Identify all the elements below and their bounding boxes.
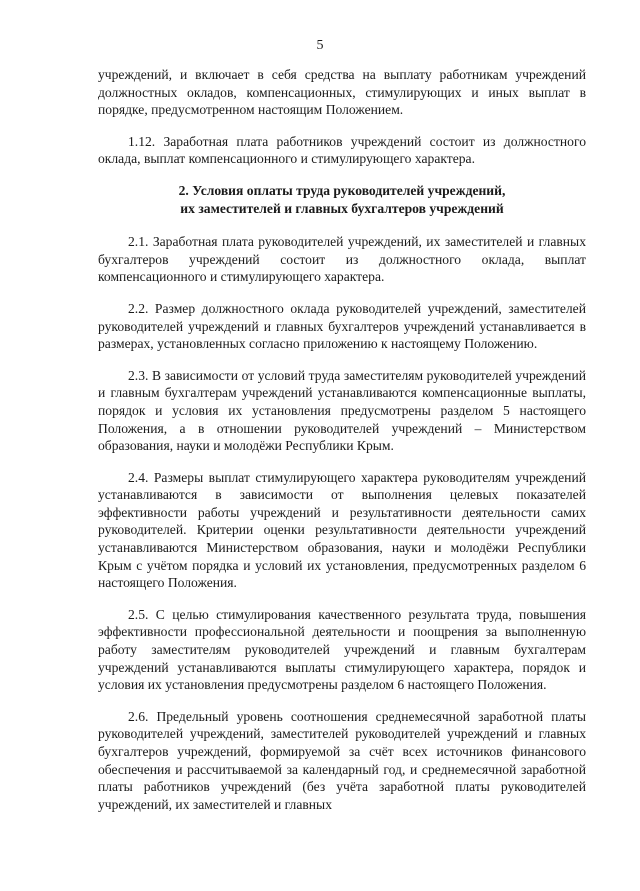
page-number: 5 [316,38,324,53]
paragraph-2-5: 2.5. С целью стимулирования качественного результата труда, повышения эффективности профессиональной деятельности и поощрения за выполненную работу заместителям руководителей учреждений и главным бухгалтерам учреждений устанавливаются выплаты стимулирующего характера, порядок и условия их установления предусмотрены разделом 6 настоящего Положения. [98,606,586,693]
paragraph-continuation: учреждений, и включает в себя средства на выплату работникам учреждений должностных окладов, компенсационных, стимулирующих и иных выплат в порядке, предусмотренном настоящим Положением. [98,67,586,118]
paragraph-2-1: 2.1. Заработная плата руководителей учреждений, их заместителей и главных бухгалтеров учреждений состоит из должностного оклада, выплат компенсационного и стимулирующего характера. [98,234,586,285]
paragraph-2-3: 2.3. В зависимости от условий труда заместителям руководителей учреждений и главным бухгалтерам учреждений устанавливаются компенсационные выплаты, порядок и условия их установления предусмотрены разделом 5 настоящего Положения, а в отношении руководителей учреждений – Министерством образования, науки и молодёжи Республики Крым. [98,367,586,454]
paragraph-2-6: 2.6. Предельный уровень соотношения среднемесячной заработной платы руководителей учреждений, заместителей руководителей учреждений и главных бухгалтеров учреждений, формируемой за счёт всех источников финансового обеспечения и рассчитываемой за календарный год, и среднемесячной заработной платы работников учреждений (без учёта заработной платы руководителей учреждений, их заместителей и главных [98,708,586,812]
paragraph-1-12: 1.12. Заработная плата работников учреждений состоит из должностного оклада, выплат компенсационного и стимулирующего характера. [98,133,586,167]
document-body [98,66,586,827]
paragraph-2-2: 2.2. Размер должностного оклада руководителей учреждений, заместителей руководителей учреждений и главных бухгалтеров учреждений устанавливается в размерах, установленных согласно приложению к настоящему Положению. [98,300,586,352]
section-2-title-line-2: их заместителей и главных бухгалтеров учреждений [180,200,504,216]
section-2-title [98,182,586,217]
paragraph-2-4: 2.4. Размеры выплат стимулирующего характера руководителям учреждений устанавливаются в зависимости от выполнения целевых показателей эффективности работы учреждений и результативности деятельности самих руководителей. Критерии оценки результативности деятельности учреждений устанавливаются Министерством образования, науки и молодёжи Республики Крым с учётом порядка и условий их установления, предусмотренных разделом 6 настоящего Положения. [98,469,586,591]
section-2-title-line-1: 2. Условия оплаты труда руководителей учреждений, [178,182,506,198]
